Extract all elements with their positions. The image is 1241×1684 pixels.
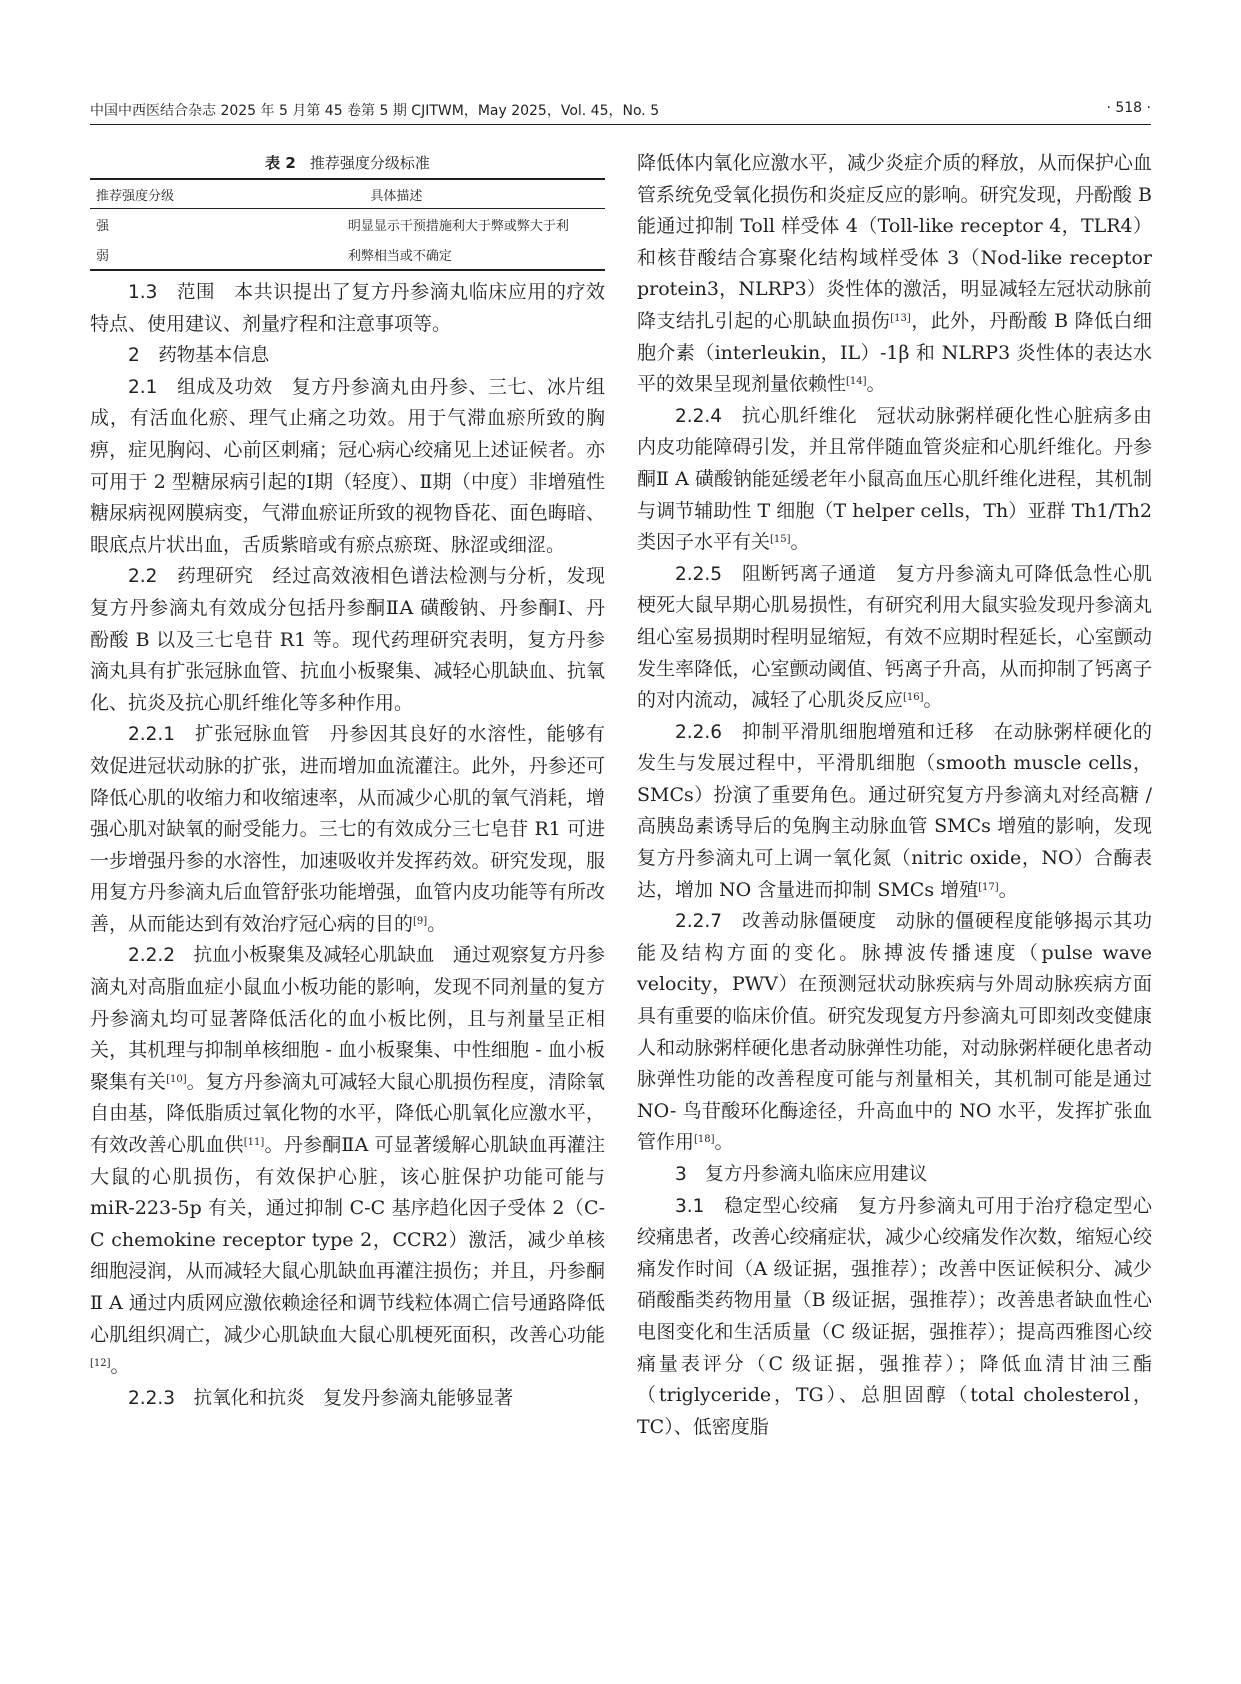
citation-ref: [10] <box>166 1073 187 1085</box>
table-title: 推荐强度分级标准 <box>309 154 430 172</box>
citation-ref: [13] <box>890 312 911 324</box>
paragraph-text: 通过观察复方丹参滴丸对高脂血症小鼠血小板功能的影响，发现不同剂量的复方丹参滴丸均可显著降低活化的血小板比例，且与剂量呈正相关，其机理与抑制单核细胞 - 血小板聚集、中性细胞 - 血小板聚集有关 <box>90 944 605 1093</box>
paragraph-3 <box>637 1159 1152 1191</box>
table-row <box>90 239 605 270</box>
header-rule <box>90 124 1151 125</box>
left-column <box>90 148 605 1414</box>
table-header-description: 具体描述 <box>182 179 605 209</box>
paragraph-2-2-7: 2.2.7 改善动脉僵硬度 动脉的僵硬程度能够揭示其功能及结构方面的变化。脉搏波传播速度（pulse wave velocity，PWV）在预测冠状动脉疾病与外周动脉疾病方面具有重要的临床价值。研究发现复方丹参滴丸可即刻改变健康人和动脉粥样硬化患者动脉弹性功能，对动脉粥样硬化患者动脉弹性功能的改善程度可能与剂量相关，其机制可能是通过 NO- 鸟苷酸环化酶途径，升高血中的 NO 水平，发挥扩张血管作用[18]。 <box>637 910 1152 1154</box>
paragraph-text: 复方丹参滴丸可减轻大鼠心肌损伤程度，清除氧自由基，降低脂质过氧化物的水平，降低心肌氧化应激水平，有效改善心肌血供 <box>90 1070 605 1157</box>
table-cell-description: 明显显示干预措施利大于弊或弊大于利 <box>347 218 569 234</box>
section-heading: 2.2.5 阻断钙离子通道 <box>675 563 897 585</box>
section-heading: 2.2.7 改善动脉僵硬度 <box>675 911 897 933</box>
paragraph-text: 本共识提出了复方丹参滴丸临床应用的疗效特点、使用建议、剂量疗程和注意事项等。 <box>90 281 605 335</box>
running-header <box>90 96 1151 126</box>
paragraph-2-2-2: 2.2.2 抗血小板聚集及减轻心肌缺血 通过观察复方丹参滴丸对高脂血症小鼠血小板功能的影响，发现不同剂量的复方丹参滴丸均可显著降低活化的血小板比例，且与剂量呈正相关，其机理与抑制单核细胞 - 血小板聚集、中性细胞 - 血小板聚集有关[10]。复方丹参滴丸可减轻大鼠心肌损伤程度，清除氧自由基，降低脂质过氧化物的水平，降低心肌氧化应激水平，有效改善心肌血供[11]。丹参酮ⅡA 可显著缓解心肌缺血再灌注大鼠的心肌损伤，有效保护心脏，该心脏保护功能可能与 miR-223-5p 有关，通过抑制 C-C 基序趋化因子受体 2（C-C chemokine receptor type 2，CCR2）激活，减少单核细胞浸润，从而减轻大鼠心肌缺血再灌注损伤；并且，丹参酮Ⅱ A 通过内质网应激依赖途径和调节线粒体凋亡信号通路降低心肌组织凋亡，减少心肌缺血大鼠心肌梗死面积，改善心功能[12]。 <box>90 944 605 1378</box>
paragraph-2-2-4: 2.2.4 抗心肌纤维化 冠状动脉粥样硬化性心脏病多由内皮功能障碍引发，并且常伴随血管炎症和心肌纤维化。丹参酮Ⅱ A 磺酸钠能延缓老年小鼠高血压心肌纤维化进程，其机制与调节辅助性 T 细胞（T helper cells，Th）亚群 Th1/Th2 类因子水平有关[15]。 <box>637 404 1152 554</box>
paragraph-2-2-3 <box>90 1383 605 1415</box>
paragraph-2 <box>90 340 605 372</box>
section-heading: 2 药物基本信息 <box>128 345 270 367</box>
section-heading: 3 复方丹参滴丸临床应用建议 <box>675 1164 928 1185</box>
section-heading: 2.2.3 抗氧化和抗炎 <box>128 1387 324 1409</box>
paragraph-2-2-5: 2.2.5 阻断钙离子通道 复方丹参滴丸可降低急性心肌梗死大鼠早期心肌易损性，有研究利用大鼠实验发现丹参滴丸组心室易损期时程明显缩短，有效不应期时程延长，心室颤动发生率降低，心室颤动阈值、钙离子升高，从而抑制了钙离子的对内流动，减轻了心肌炎反应[16]。 <box>637 562 1152 712</box>
table-cell-grade: 弱 <box>90 239 182 270</box>
citation-ref: [12] <box>90 1358 111 1370</box>
table-header-row <box>90 179 605 209</box>
citation-ref: [15] <box>770 534 791 546</box>
paragraph-text: 在动脉粥样硬化的发生与发展过程中，平滑肌细胞（smooth muscle cells，SMCs）扮演了重要角色。通过研究复方丹参滴丸对经高糖 / 高胰岛素诱导后的兔胸主动脉血管 SMCs 增殖的影响，发现复方丹参滴丸可上调一氧化氮（nitric oxide，NO）合酶表达，增加 NO 含量进而抑制 SMCs 增殖 <box>637 720 1152 901</box>
journal-citation: 中国中西医结合杂志 2025 年 5 月第 45 卷第 5 期 CJITWM，May 2025，Vol. 45，No. 5 <box>90 103 660 119</box>
paragraph-text: 经过高效液相色谱法检测与分析，发现复方丹参滴丸有效成分包括丹参酮ⅡA 磺酸钠、丹参酮Ⅰ、丹酚酸 B 以及三七皂苷 R1 等。现代药理研究表明，复方丹参滴丸具有扩张冠脉血管、抗血小板聚集、减轻心肌缺血、抗氧化、抗炎及抗心肌纤维化等多种作用。 <box>90 565 605 714</box>
paragraph-2-1 <box>90 372 605 562</box>
paragraph-1-3 <box>90 277 605 340</box>
citation-ref: [11] <box>243 1137 265 1149</box>
section-heading: 2.2.6 抑制平滑肌细胞增殖和迁移 <box>675 721 994 743</box>
table-number: 表 2 <box>265 154 296 172</box>
table-cell-grade: 强 <box>96 218 110 234</box>
paragraph-text: 降低体内氧化应激水平，减少炎症介质的释放，从而保护心血管系统免受氧化损伤和炎症反应的影响。研究发现，丹酚酸 B 能通过抑制 Toll 样受体 4（Toll-like receptor 4，TLR4）和核苷酸结合寡聚化结构域样受体 3（Nod-like receptor protein3，NLRP3）炎性体的激活，明显减轻左冠状动脉前降支结扎引起的心肌缺血损伤 <box>637 152 1152 332</box>
paragraph-text: 复方丹参滴丸由丹参、三七、冰片组成，有活血化瘀、理气止痛之功效。用于气滞血瘀所致的胸痹，症见胸闷、心前区刺痛；冠心病心绞痛见上述证候者。亦可用于 2 型糖尿病引起的Ⅰ期（轻度）、Ⅱ期（中度）非增殖性糖尿病视网膜病变，气滞血瘀证所致的视物昏花、面色晦暗、眼底点片状出血，舌质紫暗或有瘀点瘀斑、脉涩或细涩。 <box>90 375 606 556</box>
citation-ref: [16] <box>903 692 924 704</box>
paragraph-2-2-1: 2.2.1 扩张冠脉血管 丹参因其良好的水溶性，能够有效促进冠状动脉的扩张，进而增加血流灌注。此外，丹参还可降低心肌的收缩力和收缩速率，从而减少心肌的氧气消耗，增强心肌对缺氧的耐受能力。三七的有效成分三七皂苷 R1 可进一步增强丹参的水溶性，加速吸收并发挥药效。研究发现，服用复方丹参滴丸后血管舒张功能增强，血管内皮功能等有所改善，从而能达到有效治疗冠心病的目的[9]。 <box>90 723 605 935</box>
paragraph-3-1 <box>637 1191 1152 1444</box>
citation-ref: [18] <box>694 1134 715 1146</box>
paragraph-text: 冠状动脉粥样硬化性心脏病多由内皮功能障碍引发，并且常伴随血管炎症和心肌纤维化。丹参酮Ⅱ A 磺酸钠能延缓老年小鼠高血压心肌纤维化进程，其机制与调节辅助性 T 细胞（T helper cells，Th）亚群 Th1/Th2 类因子水平有关 <box>637 404 1152 554</box>
section-heading: 1.3 范围 <box>128 282 235 303</box>
citation-ref: [9] <box>413 915 428 927</box>
table-cell-description: 利弊相当或不确定 <box>182 239 605 270</box>
table-header-grade: 推荐强度分级 <box>90 179 182 209</box>
citation-ref: [14] <box>846 376 867 388</box>
paragraph-text: 丹参酮ⅡA 可显著缓解心肌缺血再灌注大鼠的心肌损伤，有效保护心脏，该心脏保护功能可能与 miR-223-5p 有关，通过抑制 C-C 基序趋化因子受体 2（C-C chemokine receptor type 2，CCR2）激活，减少单核细胞浸润，从而减轻大鼠心肌缺血再灌注损伤；并且，丹参酮Ⅱ A 通过内质网应激依赖途径和调节线粒体凋亡信号通路降低心肌组织凋亡，减少心肌缺血大鼠心肌梗死面积，改善心功能 <box>90 1134 605 1346</box>
section-heading: 2.2 药理研究 <box>128 566 273 588</box>
section-heading: 2.1 组成及功效 <box>128 376 292 398</box>
paragraph-text: 复方丹参滴丸可降低急性心肌梗死大鼠早期心肌易损性，有研究利用大鼠实验发现丹参滴丸组心室易损期时程明显缩短，有效不应期时程延长，心室颤动发生率降低，心室颤动阈值、钙离子升高，从而抑制了钙离子的对内流动，减轻了心肌炎反应 <box>637 562 1152 712</box>
paragraph-text: 丹参因其良好的水溶性，能够有效促进冠状动脉的扩张，进而增加血流灌注。此外，丹参还可降低心肌的收缩力和收缩速率，从而减少心肌的氧气消耗，增强心肌对缺氧的耐受能力。三七的有效成分三七皂苷 R1 可进一步增强丹参的水溶性，加速吸收并发挥药效。研究发现，服用复方丹参滴丸后血管舒张功能增强，血管内皮功能等有所改善，从而能达到有效治疗冠心病的目的 <box>90 723 605 935</box>
section-heading: 2.2.1 扩张冠脉血管 <box>128 724 330 746</box>
paragraph-text: 动脉的僵硬程度能够揭示其功能及结构方面的变化。脉搏波传播速度（pulse wave velocity，PWV）在预测冠状动脉疾病与外周动脉疾病方面具有重要的临床价值。研究发现复方丹参滴丸可即刻改变健康人和动脉粥样硬化患者动脉弹性功能，对动脉粥样硬化患者动脉弹性功能的改善程度可能与剂量相关，其机制可能是通过 NO- 鸟苷酸环化酶途径，升高血中的 NO 水平，发挥扩张血管作用 <box>637 910 1152 1154</box>
table-caption <box>90 148 605 178</box>
recommendation-grade-table <box>90 178 605 271</box>
section-heading: 2.2.4 抗心肌纤维化 <box>675 405 877 427</box>
section-heading: 3.1 稳定型心绞痛 <box>675 1195 859 1217</box>
paragraph-2-2-6: 2.2.6 抑制平滑肌细胞增殖和迁移 在动脉粥样硬化的发生与发展过程中，平滑肌细胞（smooth muscle cells，SMCs）扮演了重要角色。通过研究复方丹参滴丸对经高糖 / 高胰岛素诱导后的兔胸主动脉血管 SMCs 增殖的影响，发现复方丹参滴丸可上调一氧化氮（nitric oxide，NO）合酶表达，增加 NO 含量进而抑制 SMCs 增殖[17]。 <box>637 720 1152 901</box>
section-heading: 2.2.2 抗血小板聚集及减轻心肌缺血 <box>128 945 453 967</box>
paragraph-2-2 <box>90 561 605 719</box>
right-column <box>637 148 1152 1443</box>
citation-ref: [17] <box>978 881 999 893</box>
paragraph-text: 复发丹参滴丸能够显著 <box>323 1386 514 1409</box>
paragraph-2-2-3-continued: 降低体内氧化应激水平，减少炎症介质的释放，从而保护心血管系统免受氧化损伤和炎症反应的影响。研究发现，丹酚酸 B 能通过抑制 Toll 样受体 4（Toll-like receptor 4，TLR4）和核苷酸结合寡聚化结构域样受体 3（Nod-like receptor protein3，NLRP3）炎性体的激活，明显减轻左冠状动脉前降支结扎引起的心肌缺血损伤[13]，此外，丹酚酸 B 降低白细胞介素（interleukin，IL）-1β 和 NLRP3 炎性体的表达水平的效果呈现剂量依赖性[14]。 <box>637 152 1152 396</box>
paragraph-text: 复方丹参滴丸可用于治疗稳定型心绞痛患者，改善心绞痛症状，减少心绞痛发作次数，缩短心绞痛发作时间（A 级证据，强推荐）；改善中医证候积分、减少硝酸酯类药物用量（B 级证据，强推荐）；改善患者缺血性心电图变化和生活质量（C 级证据，强推荐）；提高西雅图心绞痛量表评分（C 级证据，强推荐）；降低血清甘油三酯（triglyceride，TG）、总胆固醇（total cholesterol，TC）、低密度脂 <box>637 1194 1152 1438</box>
page-number: · 518 · <box>1106 100 1151 116</box>
paragraph-text: ，此外，丹酚酸 B 降低白细胞介素（interleukin，IL）-1β 和 NLRP3 炎性体的表达水平的效果呈现剂量依赖性 <box>637 309 1152 396</box>
table-row <box>90 209 605 240</box>
